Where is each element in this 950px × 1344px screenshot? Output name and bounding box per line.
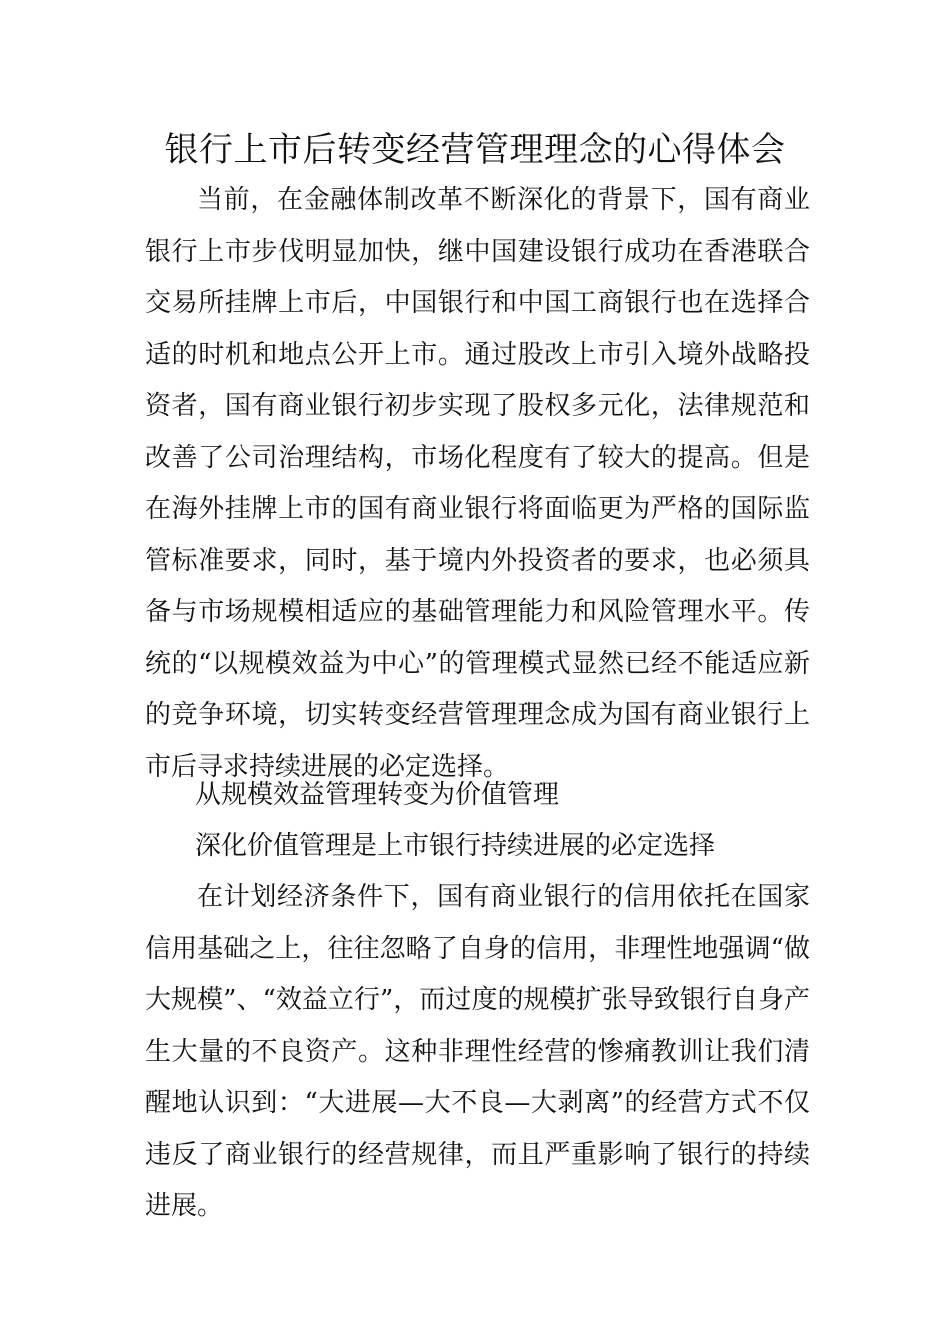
subsection-heading-deepen-value-management: 深化价值管理是上市银行持续进展的必定选择 xyxy=(195,831,716,861)
paragraph-planned-economy: 在计划经济条件下，国有商业银行的信用依托在国家信用基础之上，往往忽略了自身的信用，非理性地强调“做大规模”、“效益立行”，而过度的规模扩张导致银行自身产生大量的不良资产。这种非理性经营的惨痛教训让我们清醒地认识到：“大进展—大不良—大剥离”的经营方式不仅违反了商业银行的经营规律，而且严重影响了银行的持续进展。 xyxy=(145,882,810,1221)
document-title: 银行上市后转变经营管理理念的心得体会 xyxy=(164,130,786,170)
section-heading-value-management: 从规模效益管理转变为价值管理 xyxy=(195,780,560,810)
paragraph-intro: 当前，在金融体制改革不断深化的背景下，国有商业银行上市步伐明显加快，继中国建设银行成功在香港联合交易所挂牌上市后，中国银行和中国工商银行也在选择合适的时机和地点公开上市。通过股改上市引入境外战略投资者，国有商业银行初步实现了股权多元化，法律规范和改善了公司治理结构，市场化程度有了较大的提高。但是在海外挂牌上市的国有商业银行将面临更为严格的国际监管标准要求，同时，基于境内外投资者的要求，也必须具备与市场规模相适应的基础管理能力和风险管理水平。传统的“以规模效益为中心”的管理模式显然已经不能适应新的竞争环境，切实转变经营管理理念成为国有商业银行上市后寻求持续进展的必定选择。 xyxy=(145,185,810,782)
